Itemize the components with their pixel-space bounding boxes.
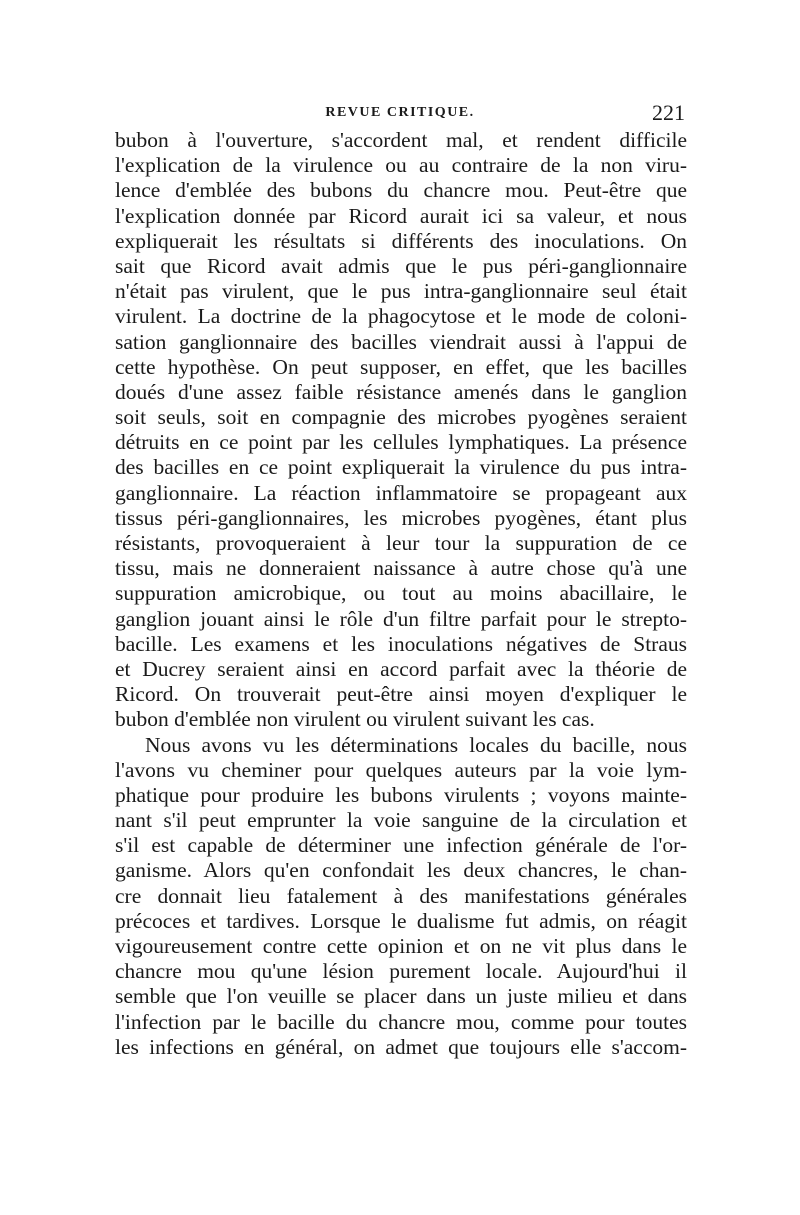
text-line: les infections en général, on admet que toujours elle s'accom- [115,1034,687,1059]
text-line: bubon à l'ouverture, s'accordent mal, et rendent difficile [115,128,687,152]
text-line: résistants, provoqueraient à leur tour la suppuration de ce [115,531,687,555]
text-line: semble que l'on veuille se placer dans un juste milieu et dans [115,984,687,1009]
text-line: s'il est capable de déterminer une infection générale de l'or- [115,833,687,858]
text-line: vigoureusement contre cette opinion et on ne vit plus dans le [115,934,687,958]
text-line: doués d'une assez faible résistance amenés dans le ganglion [115,379,687,404]
text-line: virulent. La doctrine de la phagocytose et le mode de coloni- [115,304,687,329]
text-line: bacille. Les examens et les inoculations négatives de Straus [115,631,687,656]
text-line: soit seuls, soit en compagnie des microbes pyogènes seraient [115,405,687,430]
text-line: bubon d'emblée non virulent ou virulent suivant les cas. [115,707,595,732]
text-line: n'était pas virulent, que le pus intra-ganglionnaire seul était [115,279,687,304]
text-line: ganglionnaire. La réaction inflammatoire se propageant aux [115,480,687,505]
body-text [115,128,687,1060]
text-line: Ricord. On trouverait peut-être ainsi moyen d'expliquer le [115,682,687,707]
running-title: REVUE CRITIQUE. [325,105,475,120]
paragraph-2 [115,733,687,1060]
text-line: l'explication de la virulence ou au contraire de la non viru- [115,153,687,178]
paragraph-1 [115,128,687,733]
page-number: 221 [652,100,685,125]
text-line: ganglion jouant ainsi le rôle d'un filtre parfait pour le strepto- [115,606,687,631]
text-line: l'explication donnée par Ricord aurait ici sa valeur, et nous [115,203,687,228]
text-line: précoces et tardives. Lorsque le dualisme fut admis, on réagit [115,908,687,933]
text-line: tissus péri-ganglionnaires, les microbes pyogènes, étant plus [115,505,687,530]
text-line: ganisme. Alors qu'en confondait les deux chancres, le chan- [115,858,687,883]
text-line: nant s'il peut emprunter la voie sanguine de la circulation et [115,808,687,833]
text-line: phatique pour produire les bubons virulents ; voyons mainte- [115,782,687,807]
text-line: sation ganglionnaire des bacilles viendrait aussi à l'appui de [115,329,687,354]
text-line: expliquerait les résultats si différents des inoculations. On [115,228,687,253]
running-head [115,100,685,126]
text-line: l'avons vu cheminer pour quelques auteurs par la voie lym- [115,757,687,782]
text-line: cre donnait lieu fatalement à des manifestations générales [115,883,687,908]
text-line: cette hypothèse. On peut supposer, en effet, que les bacilles [115,354,687,379]
text-line: suppuration amicrobique, ou tout au moins abacillaire, le [115,581,687,606]
text-line: l'infection par le bacille du chancre mou, comme pour toutes [115,1009,687,1034]
text-line: détruits en ce point par les cellules lymphatiques. La présence [115,430,687,455]
text-line: Nous avons vu les déterminations locales du bacille, nous [145,732,687,757]
text-line: chancre mou qu'une lésion purement locale. Aujourd'hui il [115,959,687,984]
text-line: des bacilles en ce point expliquerait la virulence du pus intra- [115,455,687,480]
text-line: sait que Ricord avait admis que le pus péri-ganglionnaire [115,253,687,278]
text-line: et Ducrey seraient ainsi en accord parfait avec la théorie de [115,656,687,681]
text-line: tissu, mais ne donneraient naissance à autre chose qu'à une [115,556,687,581]
text-line: lence d'emblée des bubons du chancre mou. Peut-être que [115,178,687,203]
